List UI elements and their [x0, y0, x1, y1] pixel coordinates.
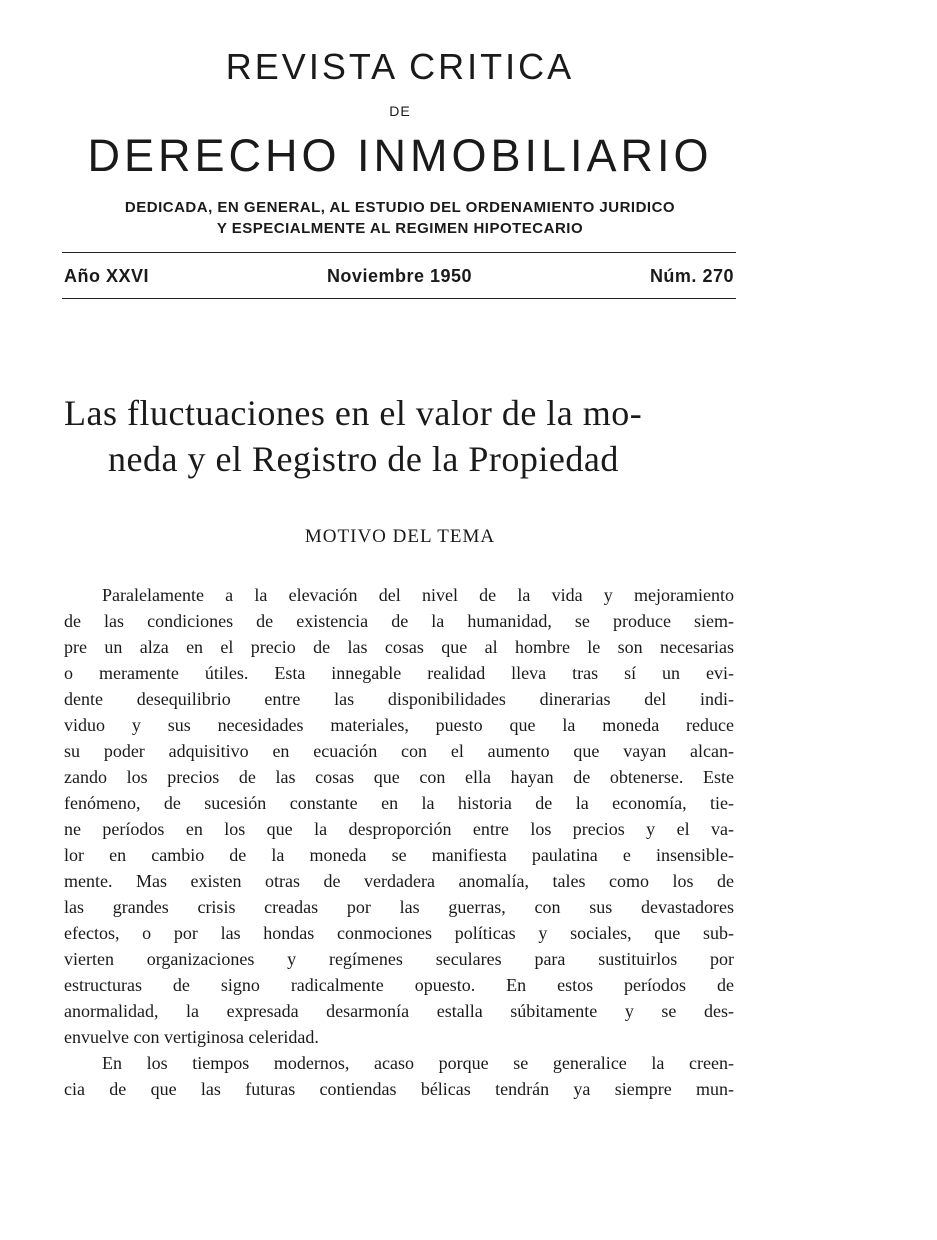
body-line: envuelve con vertiginosa celeridad.	[64, 1027, 319, 1047]
issue-date: Noviembre 1950	[326, 266, 473, 286]
body-line: En los tiempos modernos, acaso porque se generalice la creen-	[102, 1053, 734, 1073]
body-line: mente. Mas existen otras de verdadera anomalía, tales como los de	[64, 871, 734, 891]
body-line: ne períodos en los que la desproporción entre los precios y el va-	[64, 819, 734, 839]
article-title-line-1: Las fluctuaciones en el valor de la mo-	[64, 393, 643, 433]
body-line: estructuras de signo radicalmente opuesto. En estos períodos de	[64, 975, 734, 995]
issue-number: Núm. 270	[649, 266, 734, 286]
issue-year: Año XXVI	[64, 266, 150, 286]
dedication-line-2: Y ESPECIALMENTE AL REGIMEN HIPOTECARIO	[216, 220, 584, 237]
article-title	[64, 390, 744, 482]
body-line: zando los precios de las cosas que con ella hayan de obtenerse. Este	[64, 767, 734, 787]
body-line: lor en cambio de la moneda se manifiesta paulatina e insensible-	[64, 845, 734, 865]
body-line: dente desequilibrio entre las disponibilidades dinerarias del indi-	[64, 689, 734, 709]
body-line: su poder adquisitivo en ecuación con el aumento que vayan alcan-	[64, 741, 734, 761]
dedication-line-1: DEDICADA, EN GENERAL, AL ESTUDIO DEL ORDENAMIENTO JURIDICO	[124, 199, 676, 216]
body-line: vierten organizaciones y regímenes seculares para sustituirlos por	[64, 949, 734, 969]
body-line: cia de que las futuras contiendas bélicas tendrán ya siempre mun-	[64, 1079, 734, 1099]
body-line: fenómeno, de sucesión constante en la historia de la economía, tie-	[64, 793, 734, 813]
body-line: de las condiciones de existencia de la humanidad, se produce siem-	[64, 611, 734, 631]
body-line: pre un alza en el precio de las cosas que al hombre le son necesarias	[64, 637, 734, 657]
body-line: Paralelamente a la elevación del nivel de la vida y mejoramiento	[102, 585, 734, 605]
body-line: efectos, o por las hondas conmociones políticas y sociales, que sub-	[64, 923, 734, 943]
body-line: las grandes crisis creadas por las guerras, con sus devastadores	[64, 897, 734, 917]
journal-title: REVISTA CRITICA	[225, 46, 575, 87]
body-line: anormalidad, la expresada desarmonía estalla súbitamente y se des-	[64, 1001, 734, 1021]
body-line: o meramente útiles. Esta innegable realidad lleva tras sí un evi-	[64, 663, 734, 683]
header-divider-bottom	[62, 298, 736, 299]
header-divider-top	[62, 252, 736, 253]
article-body	[64, 582, 734, 1102]
section-heading: MOTIVO DEL TEMA	[304, 526, 496, 547]
journal-title-connector: DE	[389, 103, 411, 119]
issue-info-bar	[64, 266, 734, 287]
body-line: viduo y sus necesidades materiales, puesto que la moneda reduce	[64, 715, 734, 735]
journal-subject: DERECHO INMOBILIARIO	[87, 130, 713, 181]
journal-dedication	[60, 197, 740, 239]
article-title-line-2: neda y el Registro de la Propiedad	[108, 439, 619, 479]
